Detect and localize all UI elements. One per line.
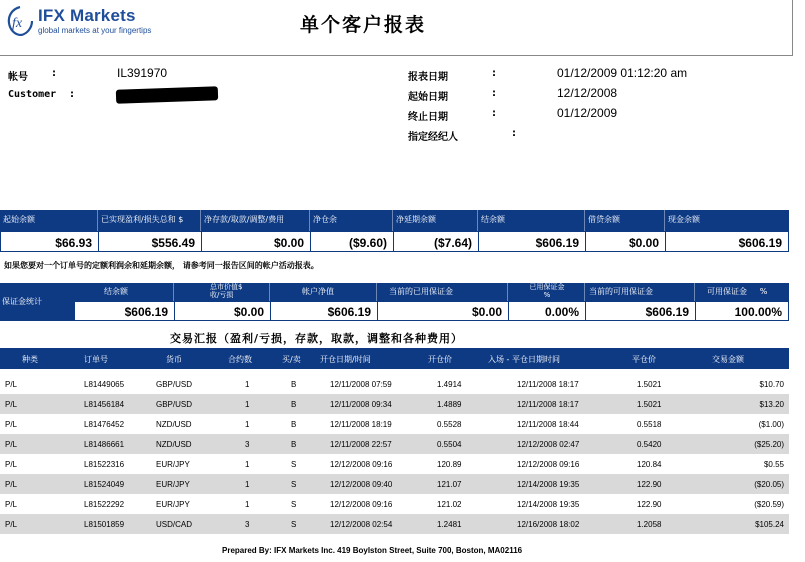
margin-value: 100.00% [734,305,782,319]
trade-open-time: 12/12/2008 09:40 [330,480,393,489]
summary-value: $606.19 [479,232,586,251]
margin-value: 0.00% [509,302,586,320]
trade-open-price: 1.2481 [437,520,462,529]
trade-close-time: 12/14/2008 19:35 [517,480,580,489]
summary-header: 净仓余 [310,210,393,231]
margin-value: $0.00 [175,302,271,320]
trade-amount: $10.70 [759,380,784,389]
trade-contracts: 1 [245,480,250,489]
trade-close-time: 12/11/2008 18:17 [517,400,579,409]
trade-close-time: 12/11/2008 18:44 [517,420,579,429]
trade-close-time: 12/14/2008 19:35 [517,500,580,509]
table-row [0,374,789,394]
trade-side: S [291,460,297,469]
trade-open-time: 12/11/2008 07:59 [330,380,392,389]
trade-side: S [291,520,297,529]
summary-note: 如果您要对一个订单号的定额利润余和延期余额， 请参考同一报告区间的帐户活动报表。 [4,261,319,270]
trade-contracts: 1 [245,460,250,469]
margin-value: $606.19 [75,302,175,320]
trade-pair: GBP/USD [156,380,193,389]
trades-header: 交易金额 [712,355,744,364]
trade-open-price: 0.5528 [437,420,462,429]
trade-pair: EUR/JPY [156,460,190,469]
summary-header: 现金余额 [668,215,700,224]
account-label: 帐号 [8,72,28,83]
trade-pair: EUR/JPY [156,500,190,509]
trade-open-time: 12/12/2008 02:54 [330,520,393,529]
trade-pair: EUR/JPY [156,480,190,489]
broker-colon: : [512,128,516,139]
trade-close-time: 12/12/2008 02:47 [517,440,580,449]
brand-name: IFX Markets [38,6,136,25]
trade-order: L81456184 [84,400,125,409]
trades-section-title: 交易汇报（盈利/亏损，存款，取款，调整和各种费用） [170,332,464,345]
footer-address: Prepared By: IFX Markets Inc. 419 Boylston Street, Suite 700, Boston, MA02116 [222,546,523,555]
report-date-value: 01/12/2009 01:12:20 am [557,66,688,80]
trade-order: L81486661 [84,440,125,449]
trade-close-price: 122.90 [637,500,662,509]
start-date-colon: : [492,88,496,99]
trade-order: L81524049 [84,480,125,489]
margin-header: 当前的可用保证金 [585,283,695,301]
trade-type: P/L [5,400,18,409]
trade-close-price: 1.2058 [637,520,662,529]
trade-contracts: 3 [245,440,250,449]
trade-side: S [291,480,297,489]
trade-open-price: 121.07 [437,480,462,489]
end-date-label: 终止日期 [408,112,448,123]
trade-open-price: 1.4914 [437,380,462,389]
summary-value: $0.00 [586,232,666,251]
account-value: IL391970 [117,66,168,80]
margin-header: 可用保证金 % [707,287,768,296]
trade-open-price: 0.5504 [437,440,462,449]
trade-contracts: 1 [245,380,250,389]
customer-colon: : [70,89,74,100]
trade-type: P/L [5,420,18,429]
trade-pair: NZD/USD [156,420,192,429]
trades-header: 订单号 [84,355,108,364]
trade-open-time: 12/12/2008 09:16 [330,460,393,469]
trade-type: P/L [5,460,18,469]
trade-close-time: 12/11/2008 18:17 [517,380,579,389]
broker-label: 指定经纪人 [408,132,458,143]
report-header [0,0,793,56]
table-row [0,414,789,434]
ifx-logo [6,4,156,38]
trade-type: P/L [5,440,18,449]
summary-value: $0.00 [202,232,311,251]
trade-order: L81476452 [84,420,125,429]
table-row [0,434,789,454]
trades-header: 买/卖 [282,355,301,364]
trades-header: 合约数 [228,355,252,364]
trade-amount: ($1.00) [758,420,784,429]
trade-close-time: 12/12/2008 09:16 [517,460,580,469]
trade-contracts: 1 [245,400,250,409]
summary-header: 净存款/取款/调整/费用 [201,210,310,231]
table-row [0,474,789,494]
table-row [0,454,789,474]
table-row [0,514,789,534]
trade-pair: GBP/USD [156,400,193,409]
summary-header: 已实现盈利/损失总和 $ [98,210,201,231]
report-title: 单个客户报表 [300,14,427,36]
trades-header-row [0,348,789,369]
trade-close-price: 0.5518 [637,420,662,429]
trade-type: P/L [5,500,18,509]
customer-name-redaction [116,86,218,104]
trades-header: 平仓价 [632,355,656,364]
brand-tagline: global markets at your fingertips [38,26,152,35]
svg-text:fx: fx [12,16,23,31]
trade-amount: ($25.20) [754,440,784,449]
trade-open-price: 120.89 [437,460,462,469]
trade-open-time: 12/11/2008 09:34 [330,400,392,409]
margin-value: $0.00 [378,302,509,320]
table-row [0,394,789,414]
trade-order: L81522316 [84,460,125,469]
account-colon: : [52,68,56,79]
margin-header-band [74,283,789,301]
trade-pair: NZD/USD [156,440,192,449]
trades-header: 货币 [166,355,182,364]
trade-pair: USD/CAD [156,520,193,529]
summary-header: 起始余额 [0,210,98,231]
margin-value: $606.19 [586,302,696,320]
trade-side: B [291,420,297,429]
ifx-logo-icon [6,6,34,36]
trade-order: L81449065 [84,380,125,389]
end-date-colon: : [492,108,496,119]
trade-open-time: 12/12/2008 09:16 [330,500,393,509]
summary-value: $556.49 [99,232,202,251]
trade-type: P/L [5,380,18,389]
summary-value: ($9.60) [311,232,394,251]
table-row [0,494,789,514]
trade-side: B [291,380,297,389]
trade-open-price: 121.02 [437,500,462,509]
margin-value: $606.19 [271,302,378,320]
margin-header: 帐户净值 [270,283,377,301]
margin-header: 结余额 [74,283,174,301]
trade-order: L81522292 [84,500,125,509]
margin-header: 已用保证金 % [508,283,585,301]
report-date-colon: : [492,68,496,79]
summary-value: $606.19 [738,236,782,250]
summary-value: $66.93 [1,232,99,251]
start-date-value: 12/12/2008 [557,86,618,100]
trade-close-price: 1.5021 [637,380,662,389]
summary-header: 结余额 [478,210,585,231]
trade-close-price: 122.90 [637,480,662,489]
margin-header: 当前的已用保证金 [377,283,508,301]
trade-side: S [291,500,297,509]
trade-open-time: 12/11/2008 22:57 [330,440,392,449]
customer-label: Customer [8,89,57,100]
margin-values-row [74,301,789,321]
end-date-value: 01/12/2009 [557,106,618,120]
summary-header: 借贷余额 [585,210,665,231]
trade-type: P/L [5,520,18,529]
trade-order: L81501859 [84,520,125,529]
trades-header: 入场 - 平仓日期时间 [488,355,560,364]
report-date-label: 报表日期 [408,72,448,83]
summary-value: ($7.64) [394,232,479,251]
trade-close-time: 12/16/2008 18:02 [517,520,580,529]
trade-amount: ($20.59) [754,500,784,509]
trades-header: 开仓日期/时间 [320,355,371,364]
trade-contracts: 1 [245,420,250,429]
margin-side-label: 保证金统计 [0,283,74,321]
summary-header: 净延期余额 [393,210,478,231]
trades-header: 开仓价 [428,355,452,364]
trade-amount: ($20.05) [754,480,784,489]
trade-close-price: 120.84 [637,460,662,469]
trade-type: P/L [5,480,18,489]
trade-close-price: 0.5420 [637,440,662,449]
trade-open-price: 1.4889 [437,400,462,409]
trade-contracts: 1 [245,500,250,509]
start-date-label: 起始日期 [408,92,448,103]
trade-contracts: 3 [245,520,250,529]
margin-header: 总市价值$ 收/亏损 [174,283,270,301]
trade-side: B [291,400,297,409]
trade-amount: $0.55 [763,460,784,469]
trades-header: 种类 [22,355,38,364]
summary-values-row [0,231,789,252]
trade-amount: $105.24 [755,520,784,529]
trade-open-time: 12/11/2008 18:19 [330,420,392,429]
trade-close-price: 1.5021 [637,400,662,409]
trade-amount: $13.20 [759,400,784,409]
summary-header-band [0,210,789,231]
trade-side: B [291,440,297,449]
